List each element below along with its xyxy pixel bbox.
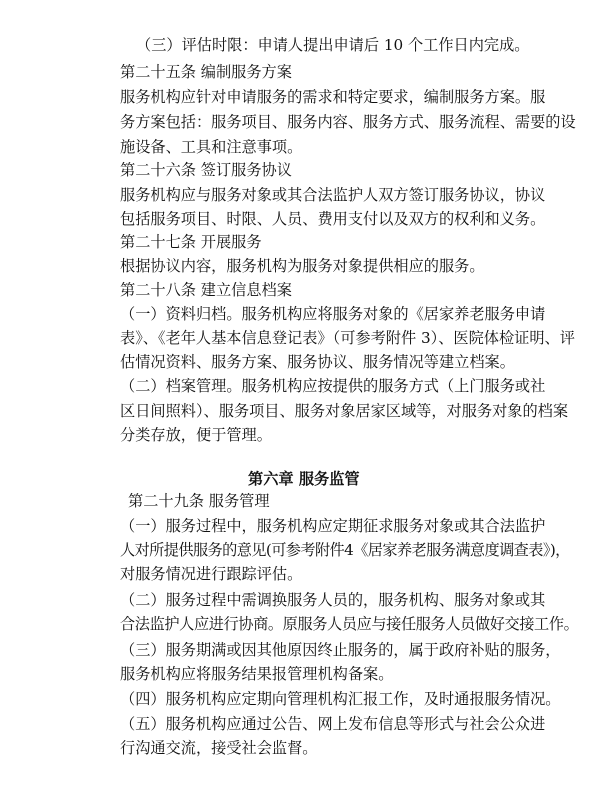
article-29-line-7: 服务机构应将服务结果报管理机构备案。 — [120, 665, 394, 683]
article-29-line-8: （四）服务机构应定期向管理机构汇报工作，及时通报服务情况。 — [120, 690, 561, 708]
article-28-line-3: 估情况资料、服务方案、服务协议、服务情况等建立档案。 — [120, 353, 515, 371]
chapter-6-title: 第六章 服务监管 — [248, 470, 360, 488]
article-28-line-6: 分类存放，便于管理。 — [120, 426, 272, 444]
article-29-line-2: 人对所提供服务的意见(可参考附件4《居家养老服务满意度调查表》)， — [120, 541, 570, 559]
article-25-line-1: 服务机构应针对申请服务的需求和特定要求，编制服务方案。服 — [120, 88, 546, 106]
article-29-line-10: 行沟通交流，接受社会监督。 — [120, 739, 318, 757]
article-28-heading: 第二十八条 建立信息档案 — [120, 281, 292, 299]
article-29-line-3: 对服务情况进行跟踪评估。 — [120, 565, 303, 583]
article-28-line-1: （一）资料归档。服务机构应将服务对象的《居家养老服务申请 — [120, 305, 546, 323]
article-27-heading: 第二十七条 开展服务 — [120, 233, 262, 251]
article-27-line-1: 根据协议内容，服务机构为服务对象提供相应的服务。 — [120, 257, 485, 275]
article-25-heading: 第二十五条 编制服务方案 — [120, 63, 292, 81]
article-28-line-2: 表》、《老年人基本信息登记表》（可参考附件 3）、医院体检证明、评 — [120, 329, 575, 347]
article-29-line-1: （一）服务过程中，服务机构应定期征求服务对象或其合法监护 — [120, 517, 546, 535]
article-25-line-3: 施设备、工具和注意事项。 — [120, 138, 303, 156]
article-29-line-5: 合法监护人应进行协商。原服务人员应与接任服务人员做好交接工作。 — [120, 615, 579, 633]
article-26-line-2: 包括服务项目、时限、人员、费用支付以及双方的权利和义务。 — [120, 210, 546, 228]
article-28-line-4: （二）档案管理。服务机构应按提供的服务方式（上门服务或社 — [120, 377, 546, 395]
article-29-line-6: （三）服务期满或因其他原因终止服务的，属于政府补贴的服务， — [120, 641, 561, 659]
article-25-line-2: 务方案包括：服务项目、服务内容、服务方式、服务流程、需要的设 — [120, 113, 576, 131]
article-29-line-9: （五）服务机构应通过公告、网上发布信息等形式与社会公众进 — [120, 715, 546, 733]
article-29-line-4: （二）服务过程中需调换服务人员的，服务机构、服务对象或其 — [120, 591, 546, 609]
assessment-time-limit-line: （三）评估时限：申请人提出申请后 10 个工作日内完成。 — [136, 36, 530, 54]
article-29-heading: 第二十九条 服务管理 — [128, 492, 270, 510]
article-26-line-1: 服务机构应与服务对象或其合法监护人双方签订服务协议，协议 — [120, 186, 546, 204]
article-26-heading: 第二十六条 签订服务协议 — [120, 161, 292, 179]
article-28-line-5: 区日间照料）、服务项目、服务对象居家区域等，对服务对象的档案 — [120, 402, 569, 420]
